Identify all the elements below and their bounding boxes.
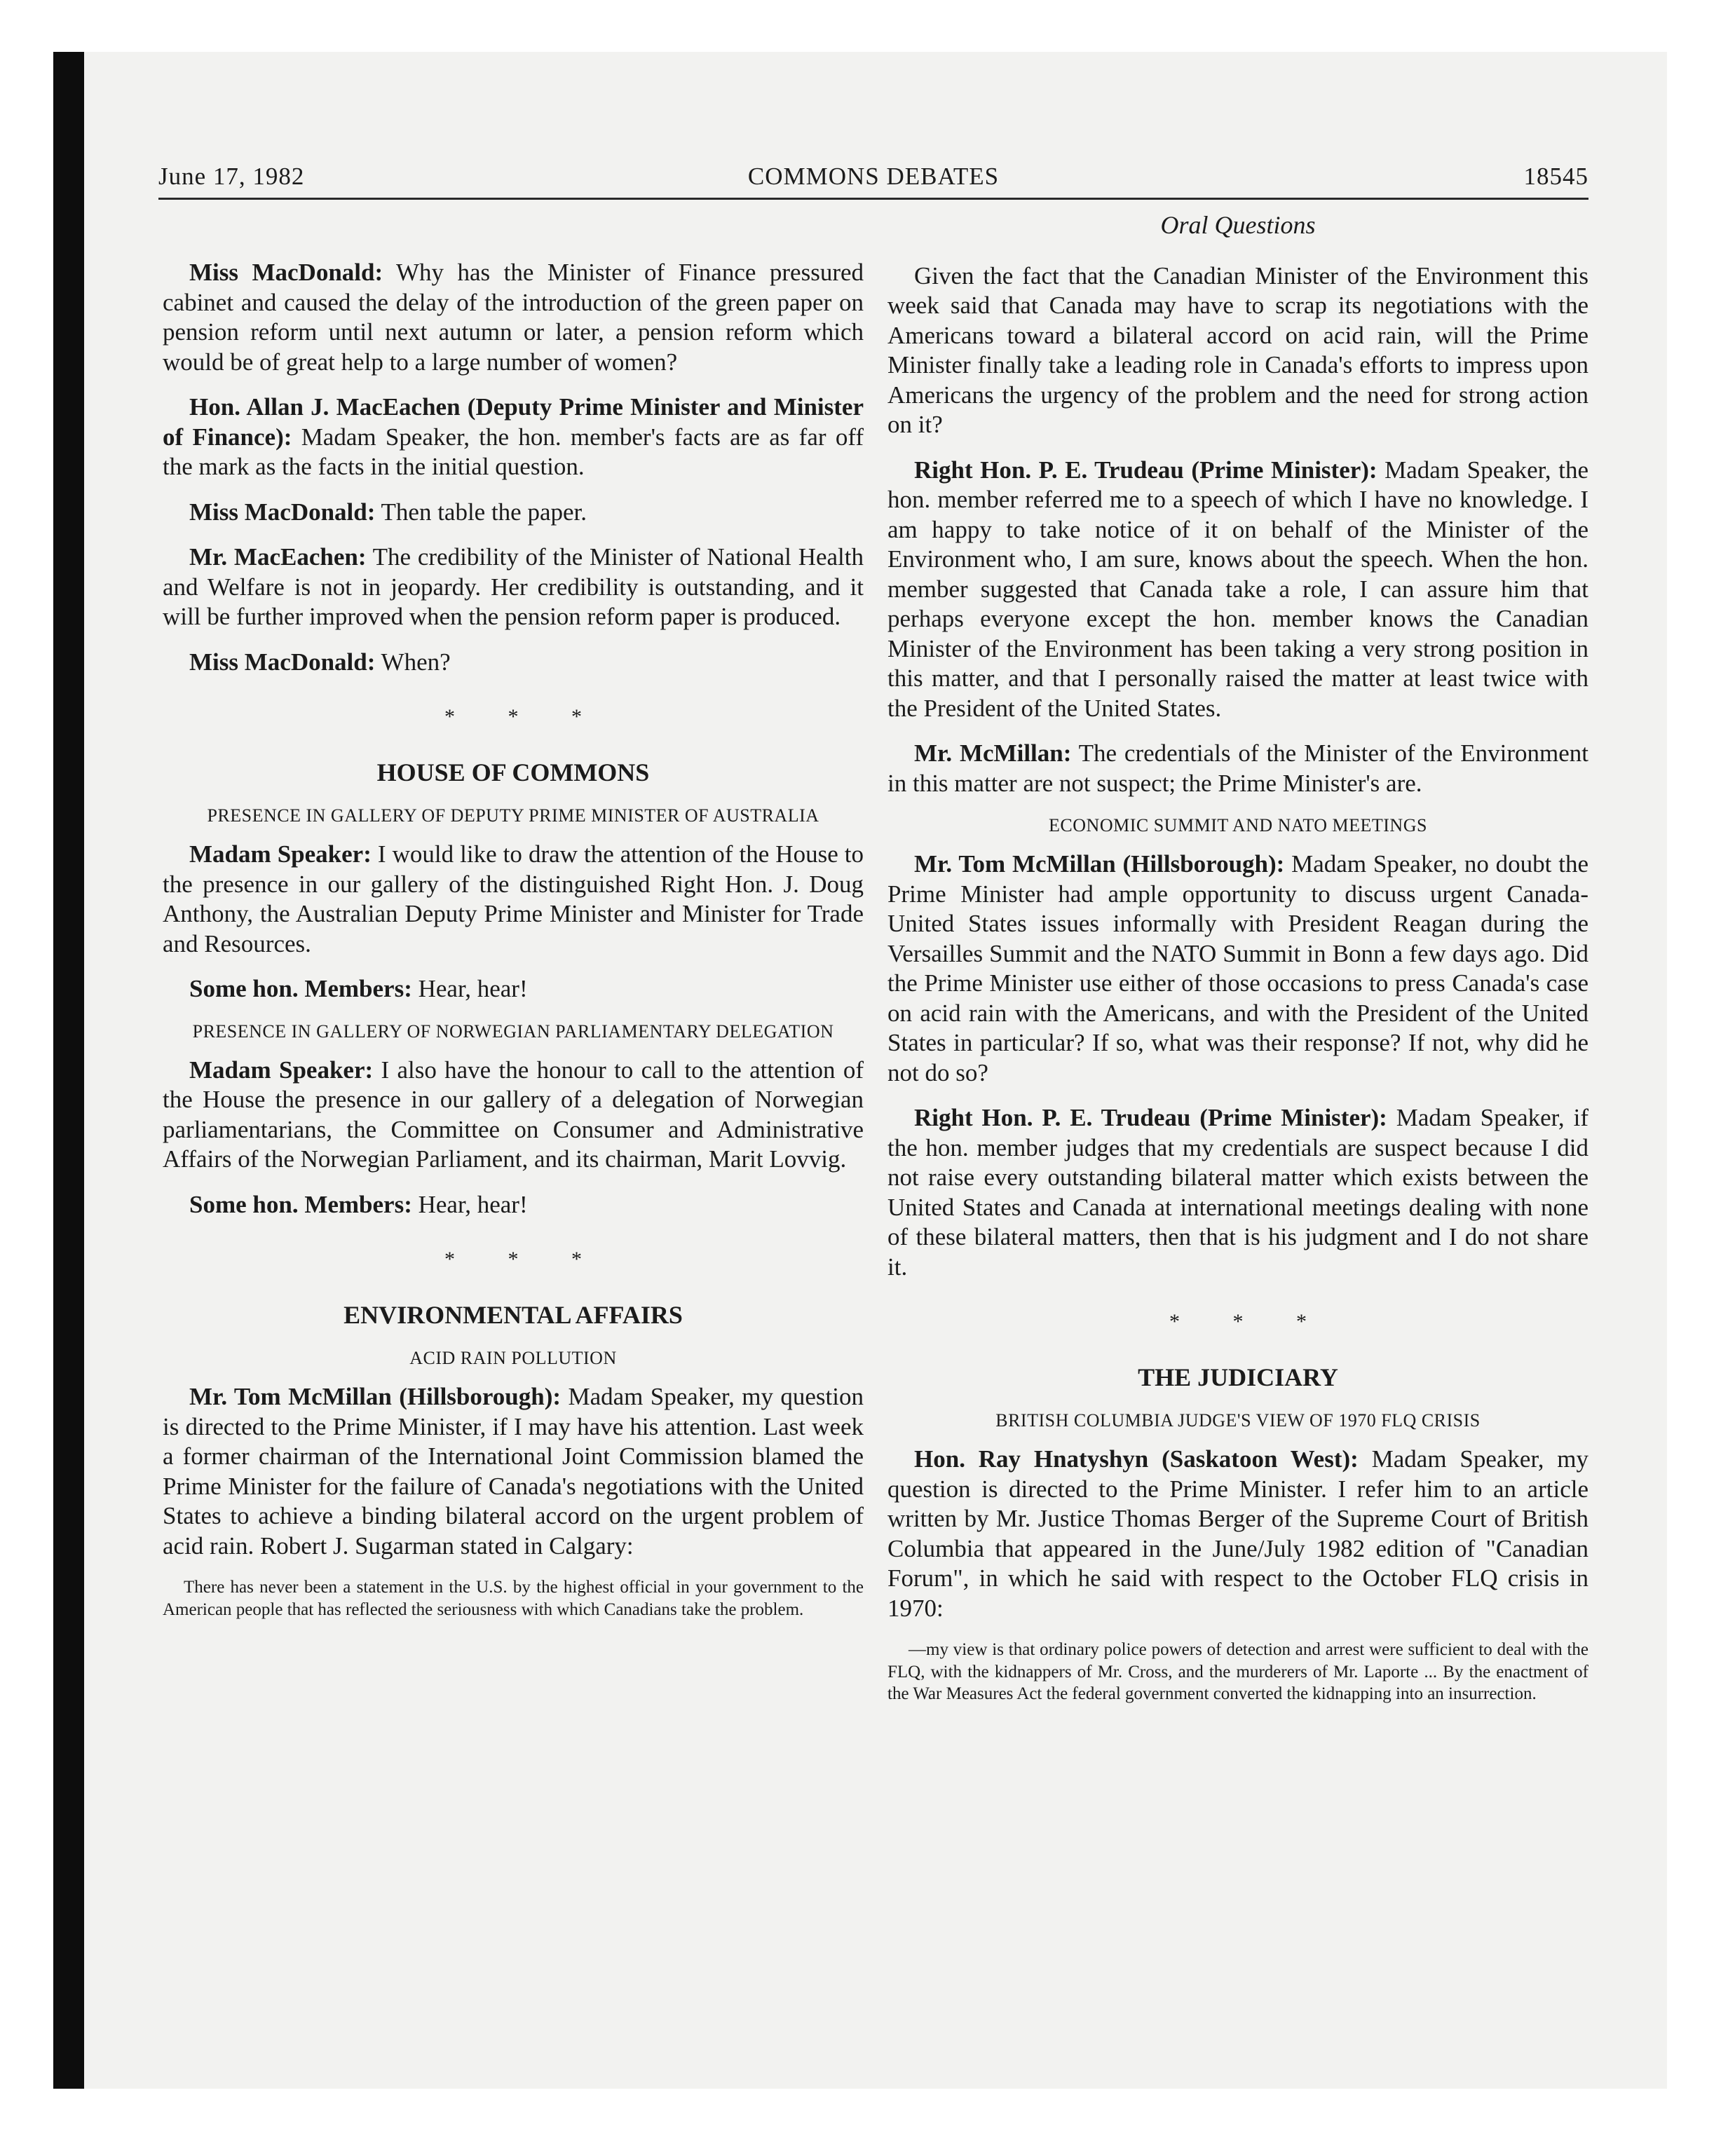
paragraph bbox=[163, 974, 864, 1004]
paragraph-text: Madam Speaker, if the hon. member judges that my credentials are suspect because I did not raise every outstanding bilateral matter which exists between the United States and Canada at international meetings dealing with none of these bilateral matters, then that is his judgment and I do not share it. bbox=[887, 1104, 1588, 1281]
speaker-name: Hon. Allan J. MacEachen (Deputy Prime Minister and Minister of Finance): bbox=[163, 393, 864, 451]
paragraph bbox=[163, 258, 864, 377]
paragraph-text: The credentials of the Minister of the Environment in this matter are not suspect; the Prime Minister's are. bbox=[887, 739, 1588, 797]
running-header bbox=[158, 163, 1588, 200]
paragraph-text: I would like to draw the attention of the House to the presence in our gallery of the distinguished Right Hon. J. Doug Anthony, the Australian Deputy Prime Minister and Minister for Trade and Resources. bbox=[163, 840, 864, 957]
speaker-name: Hon. Ray Hnatyshyn (Saskatoon West): bbox=[914, 1445, 1359, 1473]
subheading: ACID RAIN POLLUTION bbox=[409, 1348, 617, 1368]
section-title: Oral Questions bbox=[1160, 211, 1316, 239]
paragraph bbox=[163, 1056, 864, 1175]
scan-border bbox=[53, 52, 84, 2089]
speaker-name: Madam Speaker: bbox=[189, 1056, 374, 1084]
section-separator: * * * bbox=[444, 1248, 606, 1271]
subheading: ECONOMIC SUMMIT AND NATO MEETINGS bbox=[1049, 815, 1427, 835]
paragraph-text: Hear, hear! bbox=[418, 1190, 528, 1218]
paragraph bbox=[163, 498, 864, 528]
block-quote: —my view is that ordinary police powers of detection and arrest were sufficient to deal with the FLQ, with the kidnappers of Mr. Cross, and the murderers of Mr. Laporte ... By the enactment of the War Measures Act the federal government converted the kidnapping into an insurrection. bbox=[887, 1640, 1588, 1703]
speaker-name: Miss MacDonald: bbox=[189, 259, 383, 286]
speaker-name: Mr. McMillan: bbox=[914, 739, 1072, 767]
paragraph-text: The credibility of the Minister of National Health and Welfare is not in jeopardy. Her credibility is outstanding, and it will be further improved when the pension reform paper is produced. bbox=[163, 543, 864, 630]
subheading: PRESENCE IN GALLERY OF NORWEGIAN PARLIAMENTARY DELEGATION bbox=[192, 1021, 834, 1042]
paragraph-text: I also have the honour to call to the attention of the House the presence in our gallery of a delegation of Norwegian parliamentarians, the Committee on Consumer and Administrative Affairs of the Norwegian Parliament, and its chairman, Marit Lovvig. bbox=[163, 1056, 864, 1173]
paragraph-text: Why has the Minister of Finance pressured cabinet and caused the delay of the introduction of the green paper on pension reform until next autumn or later, a pension reform which would be of great help to a large number of women? bbox=[163, 259, 864, 376]
paragraph bbox=[163, 840, 864, 959]
paragraph-text: Hear, hear! bbox=[418, 975, 528, 1002]
header-title: COMMONS DEBATES bbox=[747, 163, 1000, 190]
right-column bbox=[887, 210, 1588, 1705]
speaker-name: Mr. MacEachen: bbox=[189, 543, 367, 571]
section-heading: ENVIRONMENTAL AFFAIRS bbox=[343, 1300, 683, 1329]
speaker-name: Mr. Tom McMillan (Hillsborough): bbox=[914, 850, 1285, 878]
paragraph-text: When? bbox=[381, 648, 451, 676]
speaker-name: Miss MacDonald: bbox=[189, 498, 376, 526]
paragraph bbox=[163, 1190, 864, 1220]
section-heading: THE JUDICIARY bbox=[1138, 1363, 1338, 1391]
speaker-name: Some hon. Members: bbox=[189, 1190, 412, 1218]
paragraph bbox=[163, 543, 864, 632]
paragraph bbox=[887, 739, 1588, 798]
paragraph bbox=[887, 1103, 1588, 1282]
speaker-name: Right Hon. P. E. Trudeau (Prime Minister): bbox=[914, 456, 1377, 484]
speaker-name: Mr. Tom McMillan (Hillsborough): bbox=[189, 1383, 562, 1410]
paragraph-text: Madam Speaker, the hon. member's facts are as far off the mark as the facts in the initial question. bbox=[163, 423, 864, 480]
paragraph bbox=[163, 648, 864, 678]
paragraph-text: Madam Speaker, no doubt the Prime Minister had ample opportunity to discuss urgent Canada-United States issues informally with President Reagan during the Versailles Summit and the NATO Summit in Bonn a few days ago. Did the Prime Minister use either of those occasions to press Canada's case on acid rain with the Americans, and with the President of the United States in particular? If so, what was their response? If not, why did he not do so? bbox=[887, 850, 1588, 1086]
paragraph bbox=[887, 261, 1588, 440]
speaker-name: Miss MacDonald: bbox=[189, 648, 376, 676]
header-page-number: 18545 bbox=[1523, 163, 1588, 190]
paragraph-text: Given the fact that the Canadian Minister of the Environment this week said that Canada may have to scrap its negotiations with the Americans toward a bilateral accord on acid rain, will the Prime Minister finally take a leading role in Canada's efforts to impress upon Americans the urgency of the problem and the need for strong action on it? bbox=[887, 261, 1588, 438]
paragraph-text: Madam Speaker, the hon. member referred me to a speech of which I have no knowledge. I am happy to take notice of it on behalf of the Minister of the Environment who, I am sure, knows about the speech. When the hon. member suggested that Canada take a role, I can assure him that perhaps everyone except the hon. member knows the Canadian Minister of the Environment has been taking a very strong position in this matter, and that I personally raised the matter at least twice with the President of the United States. bbox=[887, 456, 1588, 722]
paragraph bbox=[163, 393, 864, 482]
section-separator: * * * bbox=[444, 705, 606, 728]
paragraph bbox=[887, 1445, 1588, 1623]
paragraph bbox=[887, 456, 1588, 724]
section-separator: * * * bbox=[1169, 1310, 1331, 1333]
speaker-name: Some hon. Members: bbox=[189, 975, 412, 1002]
paragraph bbox=[163, 1382, 864, 1561]
section-heading: HOUSE OF COMMONS bbox=[376, 758, 650, 786]
paragraph-text: Madam Speaker, my question is directed to the Prime Minister, if I may have his attention. Last week a former chairman of the International Joint Commission blamed the Prime Minister for the failure of Canada's negotiations with the United States to achieve a binding bilateral accord on the urgent problem of acid rain. Robert J. Sugarman stated in Calgary: bbox=[163, 1383, 864, 1560]
left-column bbox=[163, 258, 864, 1621]
subheading: PRESENCE IN GALLERY OF DEPUTY PRIME MINISTER OF AUSTRALIA bbox=[207, 805, 819, 826]
block-quote: There has never been a statement in the U.S. by the highest official in your government to the American people that has reflected the seriousness with which Canadians take the problem. bbox=[163, 1578, 864, 1619]
subheading: BRITISH COLUMBIA JUDGE'S VIEW OF 1970 FLQ CRISIS bbox=[995, 1410, 1481, 1431]
header-date: June 17, 1982 bbox=[158, 163, 305, 190]
paragraph-text: Madam Speaker, my question is directed to the Prime Minister. I refer him to an article written by Mr. Justice Thomas Berger of the Supreme Court of British Columbia that appeared in the June/July 1982 edition of "Canadian Forum", in which he said with respect to the October FLQ crisis in 1970: bbox=[887, 1445, 1589, 1622]
speaker-name: Madam Speaker: bbox=[189, 840, 372, 868]
paragraph-text: Then table the paper. bbox=[381, 498, 587, 526]
paragraph bbox=[887, 850, 1588, 1088]
speaker-name: Right Hon. P. E. Trudeau (Prime Minister): bbox=[914, 1104, 1387, 1131]
